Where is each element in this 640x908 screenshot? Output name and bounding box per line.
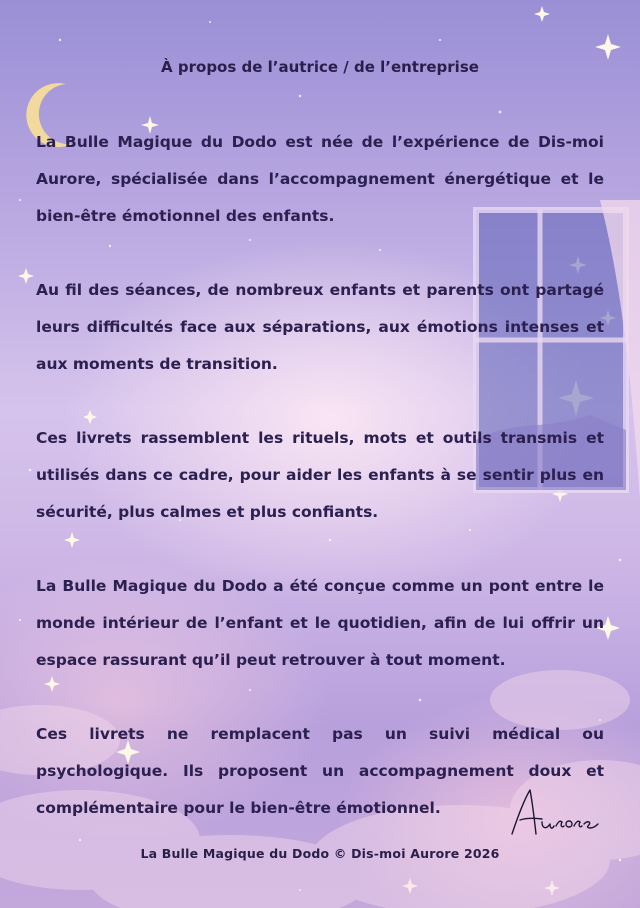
paragraph: Ces livrets rassemblent les rituels, mots et outils transmis et utilisés dans ce cadre, pour aider les enfants à se sentir plus en sécurité, plus calmes et plus confiants. xyxy=(36,429,604,521)
paragraph: Au fil des séances, de nombreux enfants et parents ont partagé leurs difficultés face aux séparations, aux émotions intenses et aux moments de transition. xyxy=(36,281,604,373)
paragraph: La Bulle Magique du Dodo a été conçue comme un pont entre le monde intérieur de l’enfant et le quotidien, afin de lui offrir un espace rassurant qu’il peut retrouver à tout moment. xyxy=(36,577,604,669)
paragraph: Ces livrets ne remplacent pas un suivi médical ou psychologique. Ils proposent un accompagnement doux et complémentaire pour le bien-être émotionnel. xyxy=(36,725,604,817)
footer-copyright: La Bulle Magique du Dodo © Dis-moi Aurore 2026 xyxy=(140,846,500,861)
signature xyxy=(508,786,608,842)
paragraph: La Bulle Magique du Dodo est née de l’expérience de Dis-moi Aurore, spécialisée dans l’accompagnement énergétique et le bien-être émotionnel des enfants. xyxy=(36,133,604,225)
document-body xyxy=(36,124,604,864)
page-title: À propos de l’autrice / de l’entreprise xyxy=(161,58,479,76)
